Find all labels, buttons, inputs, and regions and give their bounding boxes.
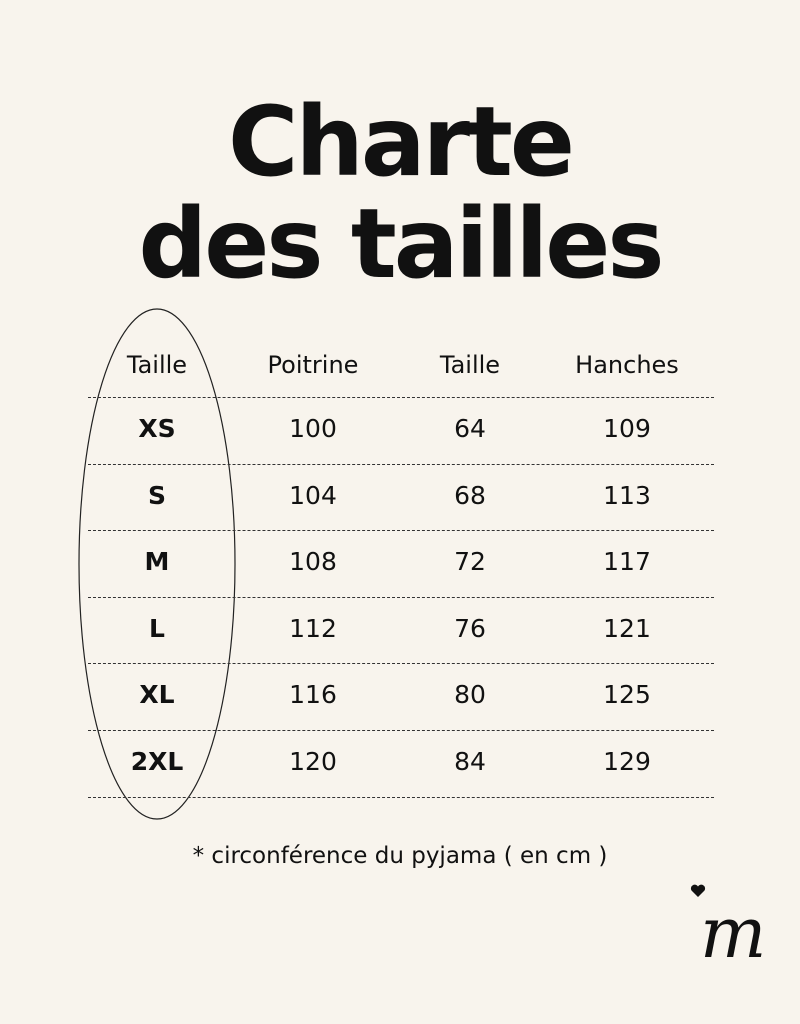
column-header: Hanches [575, 351, 679, 379]
row-divider [88, 663, 714, 664]
measurement-cell: 129 [603, 747, 651, 776]
row-divider [88, 464, 714, 465]
column-header: Poitrine [267, 351, 359, 379]
size-label: S [147, 481, 166, 510]
size-label: 2XL [130, 747, 184, 776]
size-label: XS [138, 414, 176, 443]
column-header: Taille [439, 351, 501, 379]
measurement-cell: 100 [289, 414, 337, 443]
row-divider [88, 597, 714, 598]
measurement-cell: 84 [454, 747, 486, 776]
column-header: Taille [126, 351, 188, 379]
measurement-cell: 116 [289, 680, 337, 709]
title-line-1: Charte [228, 86, 572, 198]
measurement-cell: 76 [454, 614, 486, 643]
measurement-cell: 121 [603, 614, 651, 643]
row-divider [88, 730, 714, 731]
row-divider [88, 797, 714, 798]
measurement-cell: 113 [603, 481, 651, 510]
measurement-cell: 108 [289, 547, 337, 576]
size-label: L [149, 614, 165, 643]
measurement-cell: 104 [289, 481, 337, 510]
measurement-cell: 120 [289, 747, 337, 776]
measurement-cell: 64 [454, 414, 486, 443]
measurement-cell: 112 [289, 614, 337, 643]
measurement-cell: 80 [454, 680, 486, 709]
heart-icon [690, 884, 706, 898]
size-label: M [144, 547, 170, 576]
measurement-cell: 72 [454, 547, 486, 576]
brand-logo: m [700, 892, 767, 974]
footnote: * circonférence du pyjama ( en cm ) [192, 843, 608, 869]
measurement-cell: 117 [603, 547, 651, 576]
size-label: XL [139, 680, 175, 709]
measurement-cell: 68 [454, 481, 486, 510]
row-divider [88, 530, 714, 531]
measurement-cell: 109 [603, 414, 651, 443]
title-line-2: des tailles [138, 188, 662, 300]
row-divider [88, 397, 714, 398]
measurement-cell: 125 [603, 680, 651, 709]
